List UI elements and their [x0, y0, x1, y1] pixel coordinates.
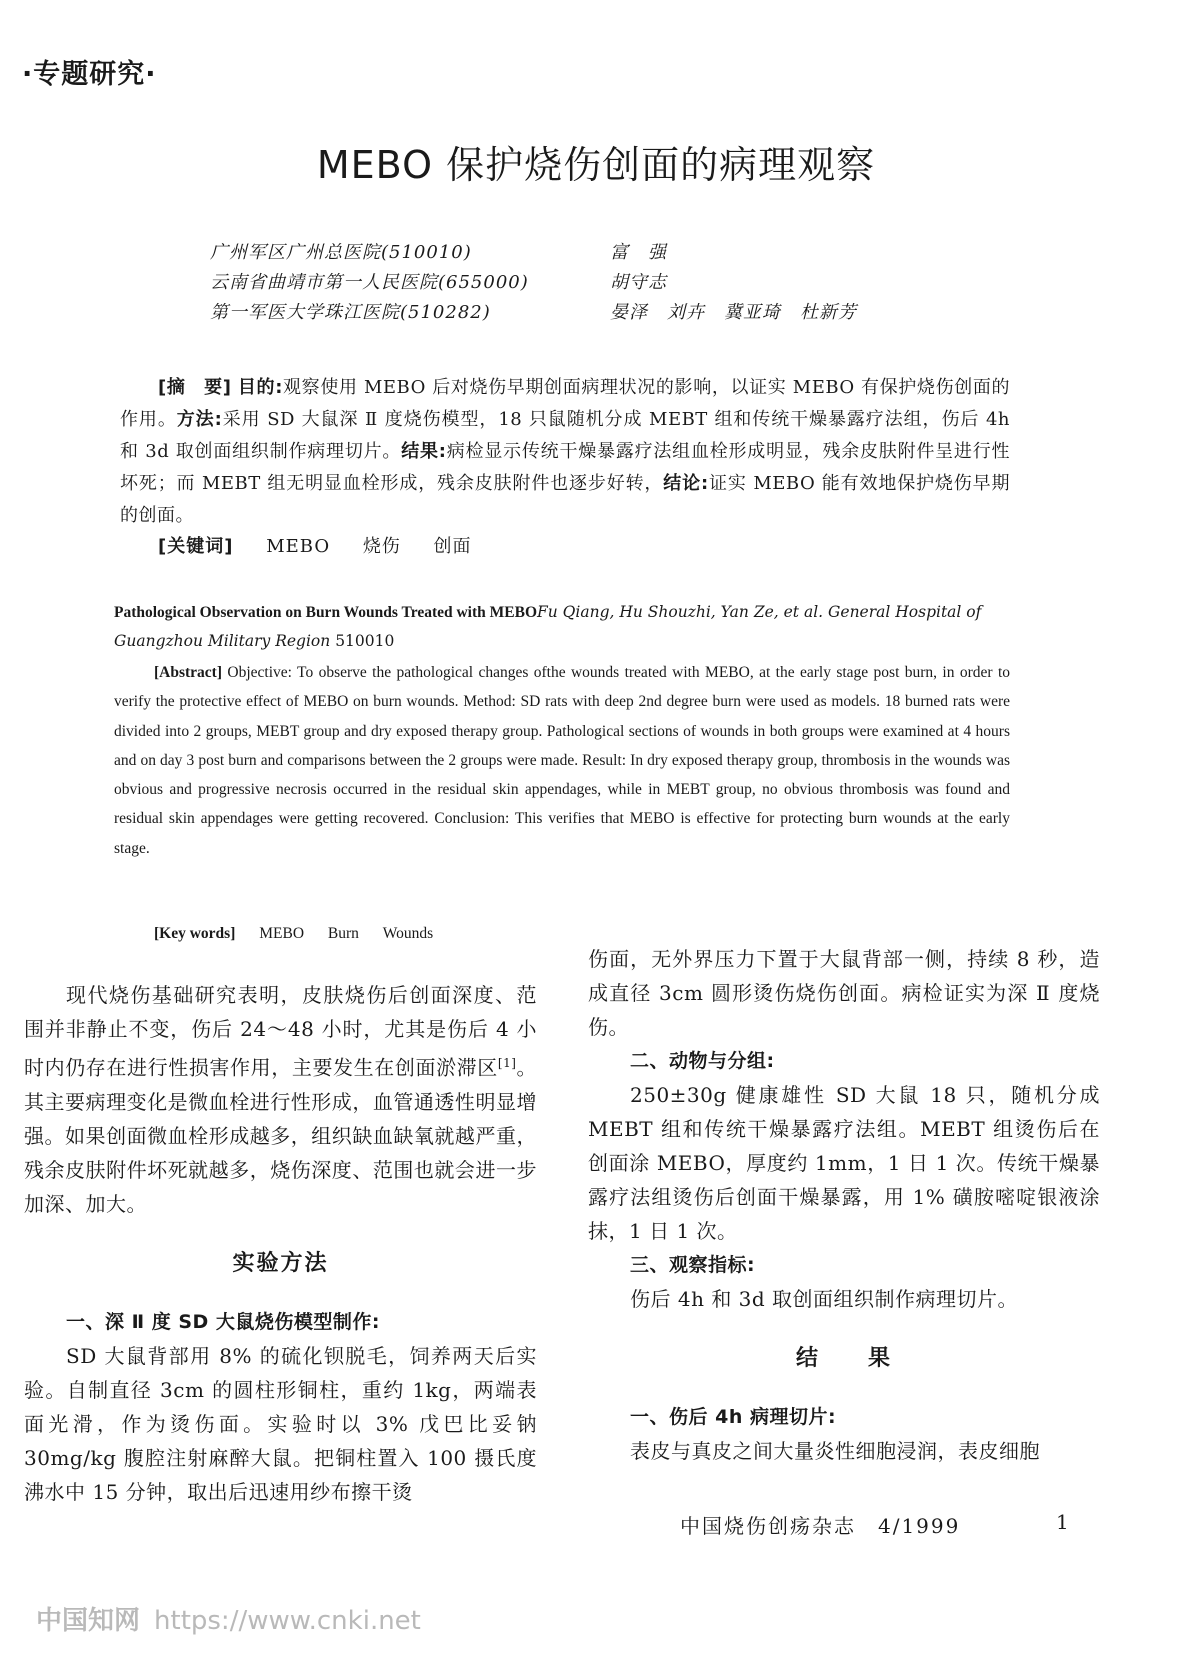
subheading: 一、深 Ⅱ 度 SD 大鼠烧伤模型制作: [66, 1310, 381, 1333]
keyword: Wounds [382, 925, 434, 942]
citation-ref: [1] [497, 1056, 517, 1070]
section-title-methods: 实验方法 [232, 1250, 329, 1276]
keywords-label: [关键词] [158, 536, 234, 557]
subheading: 一、伤后 4h 病理切片: [630, 1406, 837, 1428]
english-postcode: 510010 [335, 632, 395, 650]
result-text: 病检显示传统干燥暴露疗法组血栓形成明显，残余皮肤附件呈进行性坏死；而 MEBT 组无明显血栓形成，残余皮肤附件也逐步好转， [120, 441, 1011, 494]
objective-text: 观察使用 MEBO 后对烧伤早期创面病理状况的影响，以证实 MEBO 有保护烧伤创面的作用。 [120, 377, 1010, 430]
english-institution: General Hospital of Guangzhou Military Region [114, 603, 982, 650]
english-abstract-text: Objective: To observe the pathological changes ofthe wounds treated with MEBO, at the early stage post burn, in order to verify the protective effect of MEBO on burn wounds. Method: SD rats with deep 2nd degree burn were used as models. 18 burned rats were divided into 2 groups, MEBT group and dry exposed therapy group. Pathological sections of wounds in both groups were examined at 4 hours and on day 3 post burn and comparisons between the 2 groups were made. Result: In dry exposed therapy group, thrombosis in the wounds was obvious and progressive necrosis occurred in the residual skin appendages, while in MEBT group, no obvious thrombosis was found and residual skin appendages were getting recovered. Conclusion: This verifies that MEBO is effective for protecting burn wounds at the early stage. [114, 664, 1011, 857]
footer-journal: 中国烧伤创疡杂志 4/1999 [680, 1514, 961, 1538]
conclusion-label: 结论: [663, 473, 709, 494]
result-label: 结果: [401, 441, 447, 462]
affiliation-authors: 富 强 [610, 242, 667, 263]
article-title: MEBO 保护烧伤创面的病理观察 [316, 143, 876, 187]
intro-text: 现代烧伤基础研究表明，皮肤烧伤后创面深度、范围并非静止不变，伤后 24～48 小时，尤其是伤后 4 小时内仍存在进行性损害作用，主要发生在创面淤滞区 [24, 983, 537, 1080]
body-paragraph: SD 大鼠背部用 8% 的硫化钡脱毛，饲养两天后实验。自制直径 3cm 的圆柱形铜柱，重约 1kg，两端表面光滑，作为烫伤面。实验时以 3% 戊巴比妥钠 30mg/kg 腹腔注射麻醉大鼠。把铜柱置入 100 摄氏度沸水中 15 分钟，取出后迅速用纱布擦干烫 [24, 1343, 537, 1504]
affiliation-authors: 晏泽 刘卉 冀亚琦 杜新芳 [610, 302, 857, 323]
english-keywords-label: [Key words] [154, 925, 236, 942]
page-number: 1 [1056, 1510, 1069, 1534]
affiliation-row [210, 238, 667, 264]
objective-label: 目的: [237, 377, 283, 398]
affiliation-institution: 广州军区广州总医院(510010) [210, 242, 472, 263]
body-left-column [24, 978, 537, 1509]
cnki-watermark [36, 1600, 421, 1637]
keyword: MEBO [266, 536, 331, 557]
body-paragraph: 伤后 4h 和 3d 取创面组织制作病理切片。 [630, 1287, 1019, 1311]
keyword: MEBO [259, 925, 305, 942]
affiliation-institution: 云南省曲靖市第一人民医院(655000) [210, 272, 529, 293]
column-tag: ·专题研究· [22, 59, 157, 90]
body-paragraph: 伤面，无外界压力下置于大鼠背部一侧，持续 8 秒，造成直径 3cm 圆形烫伤烧伤创面。病检证实为深 Ⅱ 度烧伤。 [588, 947, 1100, 1039]
watermark-url: https://www.cnki.net [154, 1606, 421, 1636]
keyword: 创面 [433, 536, 472, 557]
watermark-brand: 中国知网 [36, 1606, 141, 1636]
body-right-column [588, 942, 1100, 1468]
affiliation-row [210, 268, 667, 294]
english-authors: Fu Qiang, Hu Shouzhi, Yan Ze, et al. [537, 603, 824, 621]
english-title: Pathological Observation on Burn Wounds Treated with MEBO [114, 604, 538, 621]
body-paragraph: 250±30g 健康雄性 SD 大鼠 18 只，随机分成 MEBT 组和传统干燥暴露疗法组。MEBT 组烫伤后在创面涂 MEBO，厚度约 1mm，1 日 1 次。传统干燥暴露疗法组烫伤后创面干燥暴露，用 1% 磺胺嘧啶银液涂抹，1 日 1 次。 [588, 1083, 1100, 1243]
english-keywords [154, 925, 433, 943]
body-paragraph: 表皮与真皮之间大量炎性细胞浸润，表皮细胞 [630, 1439, 1040, 1463]
affiliation-row [210, 298, 857, 324]
subheading: 二、动物与分组: [630, 1050, 775, 1072]
intro-paragraph [24, 978, 537, 1221]
method-text: 采用 SD 大鼠深 Ⅱ 度烧伤模型，18 只鼠随机分成 MEBT 组和传统干燥暴露疗法组，伤后 4h 和 3d 取创面组织制作病理切片。 [120, 409, 1011, 462]
section-title-results: 结 果 [795, 1346, 892, 1371]
abstract-label: [摘 要] [158, 377, 232, 398]
english-abstract-label: [Abstract] [154, 664, 223, 681]
keyword: Burn [327, 925, 359, 942]
keyword: 烧伤 [362, 536, 401, 557]
chinese-keywords [158, 532, 472, 558]
affiliation-institution: 第一军医大学珠江医院(510282) [210, 302, 491, 323]
conclusion-text: 证实 MEBO 能有效地保护烧伤早期的创面。 [120, 473, 1010, 526]
intro-text-cont: 。其主要病理变化是微血栓进行性形成，血管通透性明显增强。如果创面微血栓形成越多，组织缺血缺氧就越严重，残余皮肤附件坏死就越多，烧伤深度、范围也就会进一步加深、加大。 [24, 1055, 538, 1216]
english-abstract [114, 658, 1010, 863]
chinese-abstract [120, 372, 1010, 532]
english-header [114, 598, 1010, 656]
affiliation-authors: 胡守志 [610, 272, 667, 293]
method-label: 方法: [176, 409, 223, 430]
subheading: 三、观察指标: [630, 1254, 756, 1276]
